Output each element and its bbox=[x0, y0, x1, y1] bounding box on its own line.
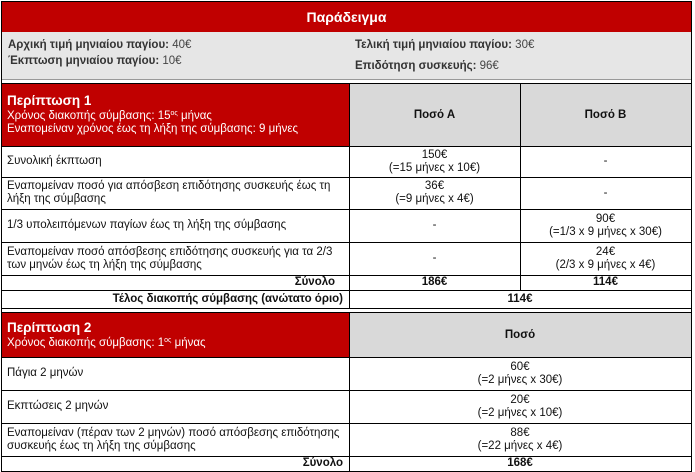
case2-stop-time: Χρόνος διακοπής σύμβασης: $1^{o\varsigma}$ μήνας bbox=[7, 336, 206, 349]
initial-fee-value: 40€ bbox=[172, 39, 192, 51]
table-row-label: Εναπομείναν ποσό απόσβεσης επιδότησης συσκευής για τα 2/3 των μηνών έως τη λήξη της σύμβασης bbox=[7, 245, 333, 271]
col-a-label: Ποσό Α bbox=[413, 108, 456, 121]
table-cell: 90€ (=1/3 x 9 μήνες x 30€) bbox=[549, 212, 662, 238]
case2-col-header bbox=[349, 313, 691, 357]
table-cell: 88€ (=22 μήνες x 4€) bbox=[477, 426, 563, 452]
table-border bbox=[691, 1, 692, 471]
table-border bbox=[1, 242, 692, 243]
fee-info-panel bbox=[2, 32, 691, 80]
initial-fee bbox=[8, 39, 191, 51]
table-cell: 60€ (=2 μήνες x 30€) bbox=[477, 360, 563, 386]
table-border bbox=[1, 308, 692, 309]
discount-value: 10€ bbox=[162, 55, 182, 67]
termination-fee-label: Τέλος διακοπής σύμβασης (ανώτατο όριο) bbox=[112, 293, 343, 305]
table-border bbox=[1, 1, 2, 471]
table-cell: 20€ (=2 μήνες x 10€) bbox=[477, 393, 563, 419]
case1-header bbox=[2, 84, 349, 146]
table-cell: 24€ (2/3 x 9 μήνες x 4€) bbox=[555, 245, 656, 271]
initial-fee-label: Αρχική τιμή μηνιαίου παγίου: bbox=[8, 39, 169, 51]
case1-total-a: 186€ bbox=[421, 276, 448, 288]
final-fee-label: Τελική τιμή μηνιαίου παγίου: bbox=[355, 39, 512, 51]
table-cell: 36€ (=9 μήνες x 4€) bbox=[395, 180, 474, 205]
table-border bbox=[1, 1, 692, 2]
case1-total-label: Σύνολο bbox=[294, 276, 335, 288]
case1-remaining-time: Εναπομείναν χρόνος έως τη λήξη της σύμβασης: 9 μήνες bbox=[7, 123, 299, 135]
table-border bbox=[1, 275, 692, 276]
example-header bbox=[2, 2, 691, 32]
table-row-label: Συνολική έκπτωση bbox=[7, 155, 102, 167]
table-border bbox=[1, 83, 692, 84]
termination-fee-value: 114€ bbox=[507, 292, 533, 305]
case1-stop-time: Χρόνος διακοπής σύμβασης: $15^{o\varsigma}$ μήνας bbox=[7, 110, 212, 122]
table-border bbox=[1, 390, 692, 391]
example-title: Παράδειγμα bbox=[306, 9, 387, 25]
table-cell: - bbox=[603, 155, 608, 167]
table-row-label: 1/3 υπολειπόμενων παγίων έως τη λήξη της σύμβασης bbox=[7, 219, 287, 231]
table-border bbox=[1, 209, 692, 210]
table-border bbox=[1, 290, 692, 291]
table-border bbox=[1, 146, 692, 147]
case2-header bbox=[2, 313, 349, 357]
table-border bbox=[520, 83, 521, 290]
table-border bbox=[1, 423, 692, 424]
subsidy-label: Επιδότηση συσκευής: bbox=[355, 60, 477, 72]
case2-title: Περίπτωση 2 bbox=[7, 319, 92, 335]
col-amount-label: Ποσό bbox=[504, 328, 536, 341]
table-border bbox=[1, 456, 692, 457]
final-fee bbox=[355, 39, 534, 51]
table-row-label: Εκπτώσεις 2 μηνών bbox=[7, 400, 109, 412]
table-row-label: Πάγια 2 μηνών bbox=[7, 367, 84, 379]
table-cell: - bbox=[603, 186, 608, 199]
table-border bbox=[1, 312, 692, 313]
table-cell: 150€ (=15 μήνες x 10€) bbox=[388, 148, 481, 174]
table-cell: - bbox=[432, 252, 437, 264]
col-b-label: Ποσό Β bbox=[584, 108, 627, 121]
case2-total-label: Σύνολο bbox=[302, 457, 343, 469]
case1-col-b-header bbox=[520, 84, 691, 146]
table-border bbox=[1, 357, 692, 358]
table-row-label: Εναπομείναν ποσό για απόσβεση επιδότησης συσκευής έως τη λήξη της σύμβασης bbox=[7, 180, 331, 205]
table-row-label: Εναπομείναν (πέραν των 2 μηνών) ποσό απόσβεσης επιδότησης συσκευής έως τη λήξη της σύμβασης bbox=[7, 426, 340, 452]
table-cell: - bbox=[432, 219, 437, 231]
case1-title: Περίπτωση 1 bbox=[7, 93, 92, 108]
case2-total-value: 168€ bbox=[507, 457, 533, 469]
discount bbox=[8, 55, 182, 67]
case1-col-a-header bbox=[349, 84, 520, 146]
case1-total-b: 114€ bbox=[593, 276, 618, 288]
discount-label: Έκπτωση μηνιαίου παγίου: bbox=[8, 55, 160, 67]
subsidy-value: 96€ bbox=[479, 60, 499, 72]
table-border bbox=[349, 312, 350, 472]
subsidy bbox=[355, 60, 499, 72]
table-border bbox=[1, 177, 692, 178]
final-fee-value: 30€ bbox=[515, 39, 535, 51]
